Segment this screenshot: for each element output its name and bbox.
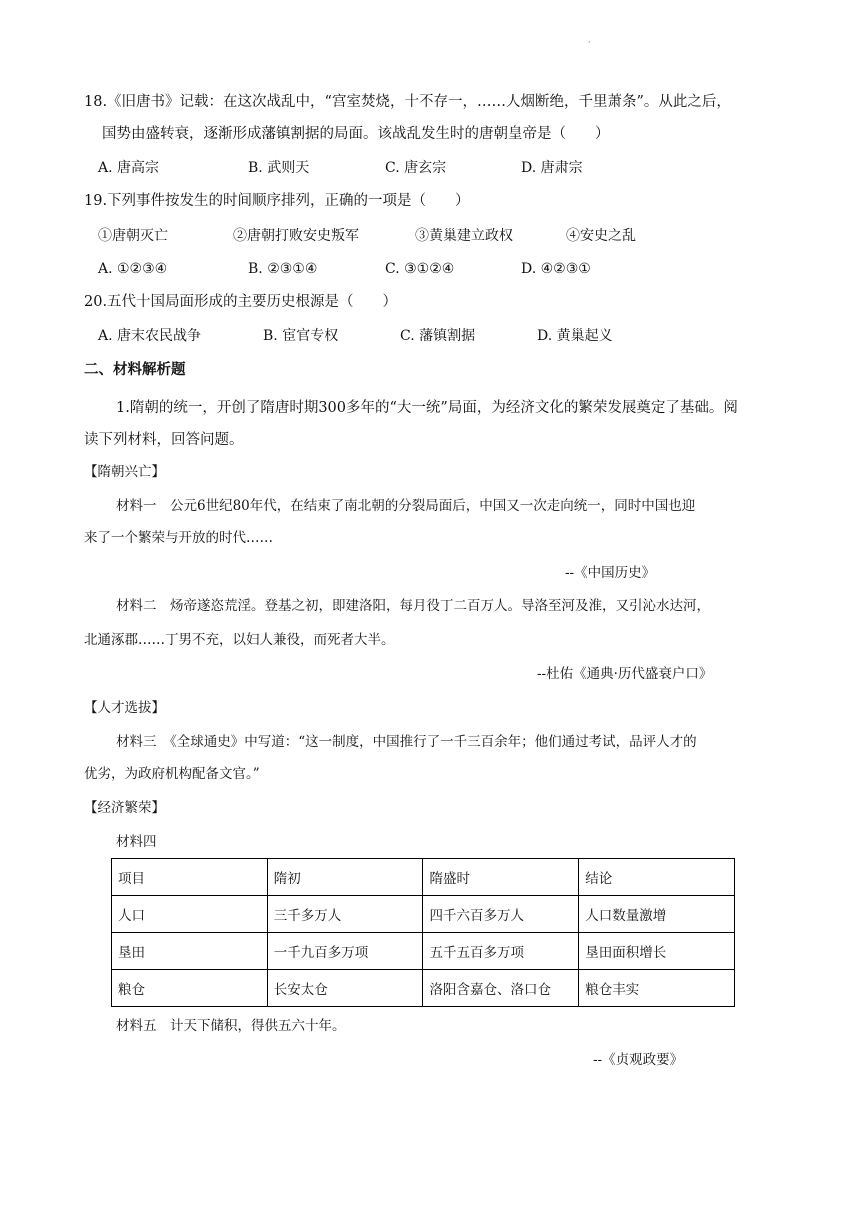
q19-option-c[interactable]: C. ③①②④ xyxy=(385,261,455,277)
table-header-cell: 隋初 xyxy=(267,859,423,896)
table-header-cell: 结论 xyxy=(579,859,735,896)
table-cell: 垦田 xyxy=(112,933,268,970)
q20-stem: 20.五代十国局面形成的主要历史根源是（ ） xyxy=(84,294,398,310)
material5-line1: 材料五 计天下储积，得供五六十年。 xyxy=(116,1018,346,1034)
q20-option-b[interactable]: B. 宦官专权 xyxy=(263,328,339,344)
q20-option-a[interactable]: A. 唐末农民战争 xyxy=(98,328,202,344)
material3-line1: 材料三 《全球通史》中写道：“这一制度，中国推行了一千三百余年；他们通过考试，品评人才的 xyxy=(116,734,697,750)
material3-line2: 优劣，为政府机构配备文官。” xyxy=(84,766,260,782)
table-row xyxy=(112,896,735,933)
table-row xyxy=(112,933,735,970)
q18-option-d[interactable]: D. 唐肃宗 xyxy=(521,160,583,176)
q20-option-d[interactable]: D. 黄巢起义 xyxy=(537,328,613,344)
material5-source: --《贞观政要》 xyxy=(593,1052,684,1068)
q19-option-b[interactable]: B. ②③①④ xyxy=(248,261,318,277)
table-header-cell: 项目 xyxy=(112,859,268,896)
material2-line2: 北通涿郡……丁男不充，以妇人兼役，而死者大半。 xyxy=(84,632,395,648)
q19-event-1: ①唐朝灭亡 xyxy=(98,228,168,244)
q20-option-c[interactable]: C. 藩镇割据 xyxy=(400,328,476,344)
table-cell: 人口数量激增 xyxy=(579,896,735,933)
q18-option-a[interactable]: A. 唐高宗 xyxy=(98,160,160,176)
material2-line1: 材料二 炀帝遂恣荒淫。登基之初，即建洛阳，每月役丁二百万人。导洛至河及淮，又引沁水达河， xyxy=(116,598,710,614)
q19-option-d[interactable]: D. ④②③① xyxy=(521,261,591,277)
table-cell: 长安太仓 xyxy=(267,970,423,1007)
heading-sui-rise-fall: 【隋朝兴亡】 xyxy=(84,464,165,480)
table-cell: 垦田面积增长 xyxy=(579,933,735,970)
material4-label: 材料四 xyxy=(116,834,157,850)
q18-option-c[interactable]: C. 唐玄宗 xyxy=(385,160,447,176)
table-cell: 人口 xyxy=(112,896,268,933)
heading-economic-prosperity: 【经济繁荣】 xyxy=(84,800,165,816)
table-cell: 粮仓丰实 xyxy=(579,970,735,1007)
heading-talent-selection: 【人才选拔】 xyxy=(84,700,165,716)
table-row xyxy=(112,970,735,1007)
table-cell: 五千五百多万项 xyxy=(423,933,579,970)
table-cell: 三千多万人 xyxy=(267,896,423,933)
q18-stem-line2: 国势由盛转衰，逐渐形成藩镇割据的局面。该战乱发生时的唐朝皇帝是（ ） xyxy=(102,126,610,142)
q19-stem: 19.下列事件按发生的时间顺序排列，正确的一项是（ ） xyxy=(84,193,470,209)
table-cell: 四千六百多万人 xyxy=(423,896,579,933)
material4-table xyxy=(111,858,735,1007)
section-title: 二、材料解析题 xyxy=(84,361,186,378)
table-header-row xyxy=(112,859,735,896)
material1-line2: 来了一个繁荣与开放的时代…… xyxy=(84,530,273,546)
q19-event-3: ③黄巢建立政权 xyxy=(415,228,513,244)
intro-line2: 读下列材料，回答问题。 xyxy=(84,432,244,448)
intro-line1: 1.隋朝的统一，开创了隋唐时期300多年的“大一统”局面，为经济文化的繁荣发展奠定了基础。阅 xyxy=(116,400,738,416)
q18-option-b[interactable]: B. 武则天 xyxy=(248,160,310,176)
material2-source: --杜佑《通典·历代盛衰户口》 xyxy=(537,666,713,682)
table-cell: 洛阳含嘉仓、洛口仓 xyxy=(423,970,579,1007)
material1-source: --《中国历史》 xyxy=(565,565,656,581)
table-header-cell: 隋盛时 xyxy=(423,859,579,896)
q19-option-a[interactable]: A. ①②③④ xyxy=(98,261,168,277)
table-cell: 一千九百多万项 xyxy=(267,933,423,970)
material1-line1: 材料一 公元6世纪80年代，在结束了南北朝的分裂局面后，中国又一次走向统一，同时中国也迎 xyxy=(116,498,696,514)
table-cell: 粮仓 xyxy=(112,970,268,1007)
header-mark: · xyxy=(588,38,591,47)
q18-stem-line1: 18.《旧唐书》记载：在这次战乱中，“宫室焚烧，十不存一，……人烟断绝，千里萧条”。从此之后， xyxy=(84,94,731,110)
q19-event-2: ②唐朝打败安史叛军 xyxy=(233,228,359,244)
q19-event-4: ④安史之乱 xyxy=(566,228,636,244)
